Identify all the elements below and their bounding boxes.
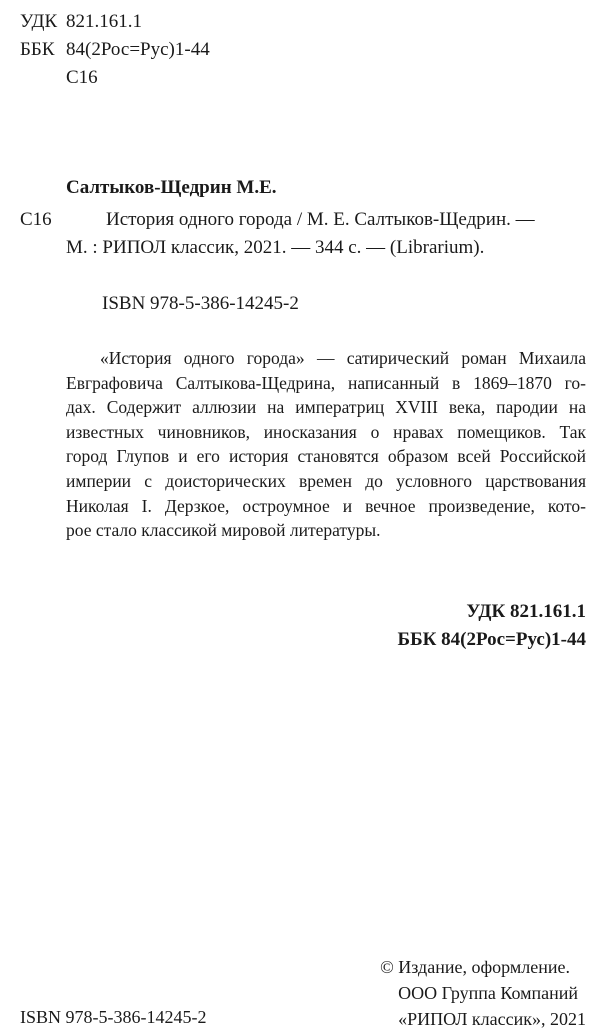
bbk-bottom: ББК 84(2Рос=Рус)1-44 <box>397 629 586 650</box>
copyright-line: © Издание, оформление. <box>380 957 570 977</box>
annotation-line: «История одного города» — сатирический роман Михаила <box>100 348 586 368</box>
copyright-line: ООО Группа Компаний <box>398 983 579 1003</box>
biblio-line-1: История одного города / М. Е. Салтыков-Щедрин. — <box>106 209 535 230</box>
annotation-line: дах. Содержит аллюзии на императриц XVIII века, пародии на <box>66 397 586 418</box>
classification-codes-top <box>20 8 210 92</box>
annotation-line: рое стало классикой мировой литературы. <box>66 520 381 541</box>
bbk-value: 84(2Рос=Рус)1-44 <box>66 39 210 60</box>
biblio-line-2: М. : РИПОЛ классик, 2021. — 344 с. — (Librarium). <box>66 237 485 258</box>
udk-value: 821.161.1 <box>66 11 142 32</box>
annotation <box>66 346 586 543</box>
copyright-line: «РИПОЛ классик», 2021 <box>398 1009 586 1029</box>
isbn-main: ISBN 978-5-386-14245-2 <box>102 293 299 314</box>
author-heading: Салтыков-Щедрин М.Е. <box>66 177 277 198</box>
bbk-label: ББК <box>20 39 55 60</box>
udk-label: УДК <box>20 11 58 32</box>
copyright-notice <box>380 954 586 1032</box>
annotation-line: Евграфовича Салтыкова-Щедрина, написанный в 1869–1870 го- <box>66 372 586 393</box>
biblio-author-code: С16 <box>20 209 52 230</box>
bbk-row <box>20 36 210 64</box>
annotation-line: Николая I. Дерзкое, остроумное и вечное произведение, кото- <box>66 495 586 516</box>
classification-codes-bottom <box>398 598 586 654</box>
isbn-bottom: ISBN 978-5-386-14245-2 <box>20 1007 207 1027</box>
annotation-line: известных чиновников, иносказания о нравах помещиков. Так <box>66 421 586 442</box>
annotation-line: город Глупов и его история становятся образом всей Российской <box>66 446 586 467</box>
udk-bottom: УДК 821.161.1 <box>466 601 586 622</box>
author-code: С16 <box>66 67 98 88</box>
udk-row <box>20 8 210 36</box>
annotation-line: империи с доисторических времен до условного царствования <box>66 470 586 491</box>
